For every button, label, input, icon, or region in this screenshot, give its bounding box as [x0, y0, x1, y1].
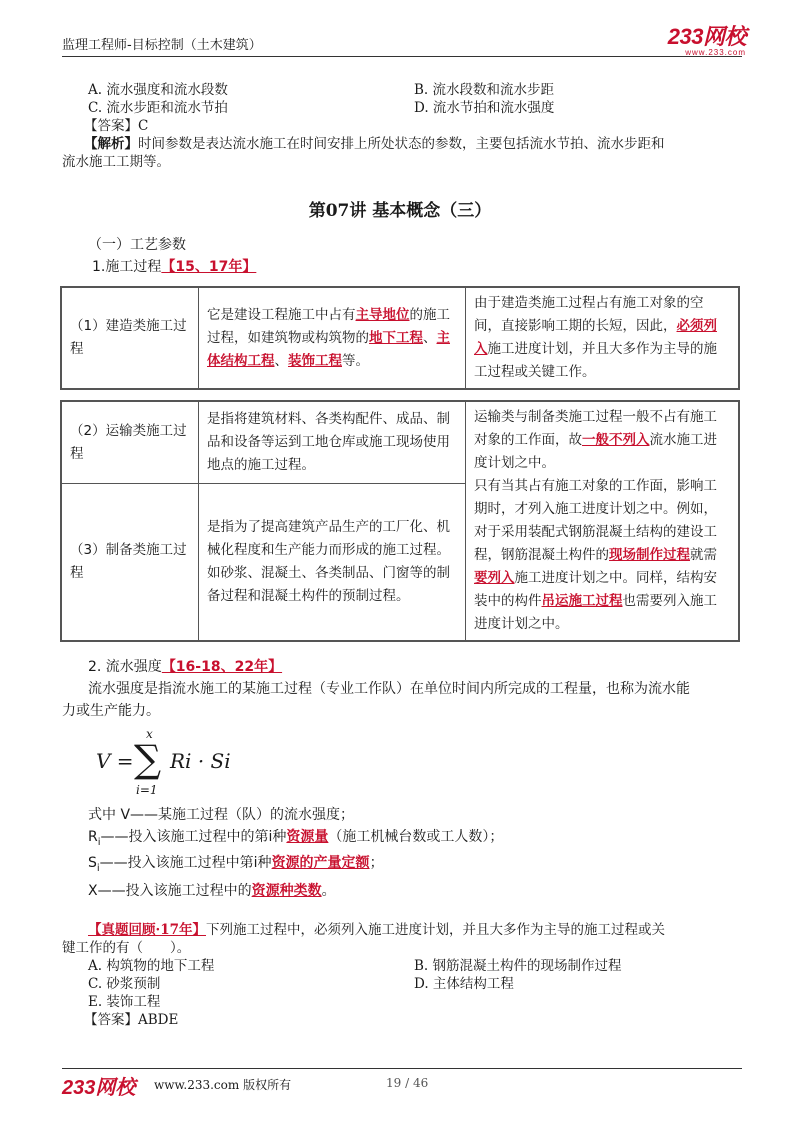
q-option-d: D. 主体结构工程: [414, 976, 514, 992]
q-answer: 【答案】ABDE: [84, 1012, 179, 1028]
table-row: [61, 401, 739, 484]
page-footer: [62, 1068, 742, 1097]
def-r: $R_i——$投入该施工过程中的第i种资源量（施工机械台数或工人数）；: [88, 829, 504, 848]
section-title: 第07讲 基本概念（三）: [308, 201, 492, 221]
q-option-a: A. 构筑物的地下工程: [88, 958, 215, 974]
doc-title: 监理工程师-目标控制（土木建筑）: [62, 38, 262, 53]
subsection-title: （一）工艺参数: [88, 237, 186, 253]
table-construction: [60, 286, 740, 390]
table-row: [61, 287, 739, 389]
option-a: A. 流水强度和流水段数: [88, 82, 228, 98]
page-header: [62, 24, 746, 57]
option-d: D. 流水节拍和流水强度: [414, 100, 555, 116]
table-cell: （3）制备类施工过程: [61, 484, 199, 641]
item1-label: 1.施工过程: [92, 259, 162, 275]
option-b: B. 流水段数和流水步距: [414, 82, 555, 98]
option-c: C. 流水步距和流水节拍: [88, 100, 228, 116]
item1-year-tag: 【15、17年】: [161, 259, 257, 275]
formula-lhs: V =: [96, 749, 134, 773]
logo-text: 233网校: [667, 24, 746, 49]
table-cell: 运输类与制备类施工过程一般不占有施工对象的工作面，故一般不列入流水施工进度计划之中。 只有当其占有施工对象的工作面，影响工期时，才列入施工进度计划之中。例如，对于采用装配式钢筋混凝土结构的建设工程，钢筋混凝土构件的现场制作过程就需要列入施工进度计划之中。同样，结构安装中的构件吊运施工过程也需要列入施工进度计划之中。: [466, 401, 740, 641]
item2-heading: [88, 656, 282, 676]
item1-heading: [92, 256, 256, 276]
analysis-label: 【解析】: [84, 136, 138, 152]
question-stem2: 键工作的有（ ）。: [62, 940, 191, 956]
brand-logo: [668, 26, 746, 57]
q-option-c: C. 砂浆预制: [88, 976, 161, 992]
question-tag: 【真题回顾·17年】: [88, 922, 206, 938]
question-stem1: 【真题回顾·17年】下列施工过程中，必须列入施工进度计划，并且大多作为主导的施工过程或关: [88, 922, 665, 938]
table-cell: 它是建设工程施工中占有主导地位的施工过程，如建筑物或构筑物的地下工程、主体结构工程、装饰工程等。: [199, 287, 466, 389]
footer-copyright: www.233.com 版权所有: [154, 1078, 292, 1092]
footer-logo: 233网校: [62, 1077, 136, 1099]
formula-upper: x: [146, 727, 153, 741]
q-option-b: B. 钢筋混凝土构件的现场制作过程: [414, 958, 622, 974]
formula-sigma: ∑: [134, 737, 162, 781]
def-s: $S_i——$投入该施工过程中第i种资源的产量定额；: [88, 855, 384, 874]
formula-rhs: Ri · Si: [170, 749, 231, 773]
table-cell: 是指将建筑材料、各类构配件、成品、制品和设备等运到工地仓库或施工现场使用地点的施工过程。: [199, 401, 466, 484]
intensity-desc1: 流水强度是指流水施工的某施工过程（专业工作队）在单位时间内所完成的工程量，也称为流水能: [88, 681, 690, 697]
def-x: X——投入该施工过程中的资源种类数。: [88, 883, 336, 899]
table-cell: （1）建造类施工过程: [61, 287, 199, 389]
table-cell: 由于建造类施工过程占有施工对象的空间，直接影响工期的长短，因此，必须列入施工进度计划，并且大多作为主导的施工过程或关键工作。: [466, 287, 740, 389]
table-cell: （2）运输类施工过程: [61, 401, 199, 484]
prev-answer: 【答案】C: [84, 118, 149, 134]
item2-label: 2. 流水强度: [88, 659, 162, 675]
table-cell: 是指为了提高建筑产品生产的工厂化、机械化程度和生产能力而形成的施工过程。如砂浆、混凝土、各类制品、门窗等的制备过程和混凝土构件的预制过程。: [199, 484, 466, 641]
logo-url: www.233.com: [685, 48, 746, 57]
page-number: 19 / 46: [386, 1076, 429, 1090]
table-transport-prep: [60, 400, 740, 642]
prev-analysis: [84, 132, 744, 152]
formula-lower: i=1: [136, 783, 158, 797]
item2-year-tag: 【16-18、22年】: [161, 659, 283, 675]
analysis-line2: 流水施工工期等。: [62, 154, 170, 170]
analysis-line1: 时间参数是表达流水施工在时间安排上所处状态的参数，主要包括流水节拍、流水步距和: [138, 136, 665, 152]
intensity-desc2: 力或生产能力。: [62, 703, 160, 719]
q-option-e: E. 装饰工程: [88, 994, 161, 1010]
def-v: 式中 V——某施工过程（队）的流水强度；: [88, 807, 355, 823]
